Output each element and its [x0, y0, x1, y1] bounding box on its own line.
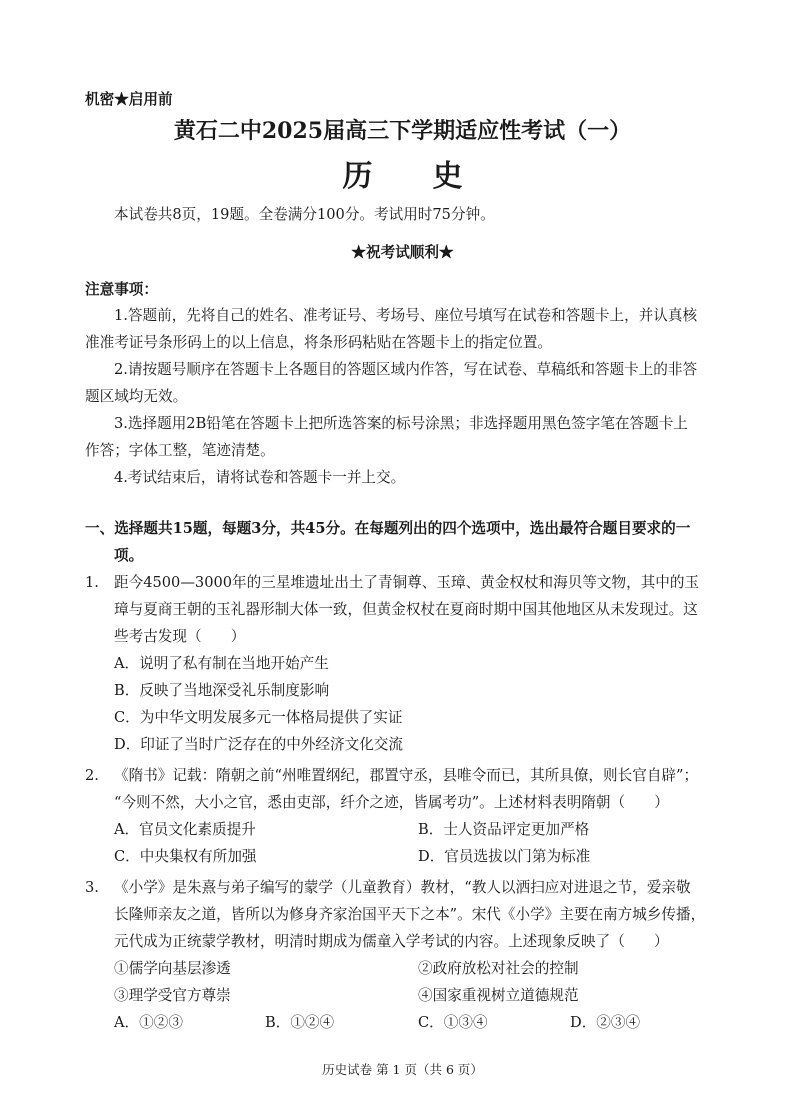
q1-stem-line-2: 璋与夏商王朝的玉礼器形制大体一致，但黄金权杖在夏商时期中国其他地区从未发现过。这	[114, 601, 698, 618]
question-number: 1.	[85, 574, 99, 591]
q2-stem-line-1: 《隋书》记载：隋朝之前“州唯置纲纪，郡置守丞，县唯令而已，其所具僚，则长官自辟”；	[114, 767, 699, 784]
q2-option-c: C．中央集权有所加强	[114, 848, 257, 865]
exam-title: 黄石二中2025届高三下学期适应性考试（一）	[173, 118, 632, 144]
q1-option-c: C．为中华文明发展多元一体格局提供了实证	[114, 709, 403, 726]
q3-statement-3: ③理学受官方尊崇	[114, 987, 231, 1004]
q3-stem-line-1: 《小学》是朱熹与弟子编写的蒙学（儿童教育）教材，“教人以洒扫应对进退之节，爱亲敬	[114, 879, 691, 896]
note-4: 4.考试结束后，请将试卷和答题卡一并上交。	[114, 469, 406, 486]
notes-heading: 注意事项：	[85, 281, 158, 298]
q3-stem-line-2: 长隆师亲友之道，皆所以为修身齐家治国平天下之本”。宋代《小学》主要在南方城乡传播，	[114, 906, 706, 923]
q3-option-a: A．①②③	[114, 1014, 183, 1031]
page-footer: 历史试卷 第 1 页（共 6 页）	[322, 1062, 483, 1077]
q1-stem-line-3: 些考古发现（ ）	[114, 628, 246, 645]
section-heading-line-2: 项。	[114, 547, 144, 564]
subject-title: 历 史	[342, 159, 463, 194]
wish-line: ★祝考试顺利★	[351, 244, 454, 261]
q1-stem-line-1: 距今4500—3000年的三星堆遗址出土了青铜尊、玉璋、黄金权杖和海贝等文物，其中的玉	[114, 574, 700, 591]
q3-option-c: C．①③④	[418, 1014, 488, 1031]
note-3-line-2: 作答；字体工整，笔迹清楚。	[85, 442, 275, 459]
q3-statement-1: ①儒学向基层渗透	[114, 960, 231, 977]
q3-stem-line-3: 元代成为正统蒙学教材，明清时期成为儒童入学考试的内容。上述现象反映了（ ）	[114, 933, 669, 950]
secret-label: 机密★启用前	[85, 91, 173, 108]
section-heading-line-1: 一、选择题共15题，每题3分，共45分。在每题列出的四个选项中，选出最符合题目要求的一	[85, 520, 691, 537]
question-number: 3.	[85, 879, 99, 896]
note-1-line-1: 1.答题前，先将自己的姓名、准考证号、考场号、座位号填写在试卷和答题卡上，并认真核	[114, 307, 698, 324]
q1-option-a: A．说明了私有制在当地开始产生	[114, 655, 329, 672]
q3-option-d: D．②③④	[570, 1014, 641, 1031]
q2-option-a: A．官员文化素质提升	[114, 821, 256, 838]
q2-option-d: D．官员选拔以门第为标准	[418, 848, 591, 865]
q3-statement-2: ②政府放松对社会的控制	[418, 960, 579, 977]
note-1-line-2: 准准考证号条形码上的以上信息，将条形码粘贴在答题卡上的指定位置。	[85, 334, 553, 351]
exam-info: 本试卷共8页，19题。全卷满分100分。考试用时75分钟。	[114, 206, 495, 223]
note-2-line-1: 2.请按题号顺序在答题卡上各题目的答题区域内作答，写在试卷、草稿纸和答题卡上的非答	[114, 361, 698, 378]
question-number: 2.	[85, 767, 99, 784]
q1-option-b: B．反映了当地深受礼乐制度影响	[114, 682, 330, 699]
note-2-line-2: 题区域均无效。	[85, 388, 188, 405]
q2-option-b: B．士人资品评定更加严格	[418, 821, 590, 838]
q2-stem-line-2: “今则不然，大小之官，悉由吏部，纤介之迹，皆属考功”。上述材料表明隋朝（ ）	[114, 794, 669, 811]
q3-option-b: B．①②④	[265, 1014, 335, 1031]
note-3-line-1: 3.选择题用2B铅笔在答题卡上把所选答案的标号涂黑；非选择题用黑色签字笔在答题卡上	[114, 415, 688, 432]
q3-statement-4: ④国家重视树立道德规范	[418, 987, 579, 1004]
q1-option-d: D．印证了当时广泛存在的中外经济文化交流	[114, 736, 403, 753]
